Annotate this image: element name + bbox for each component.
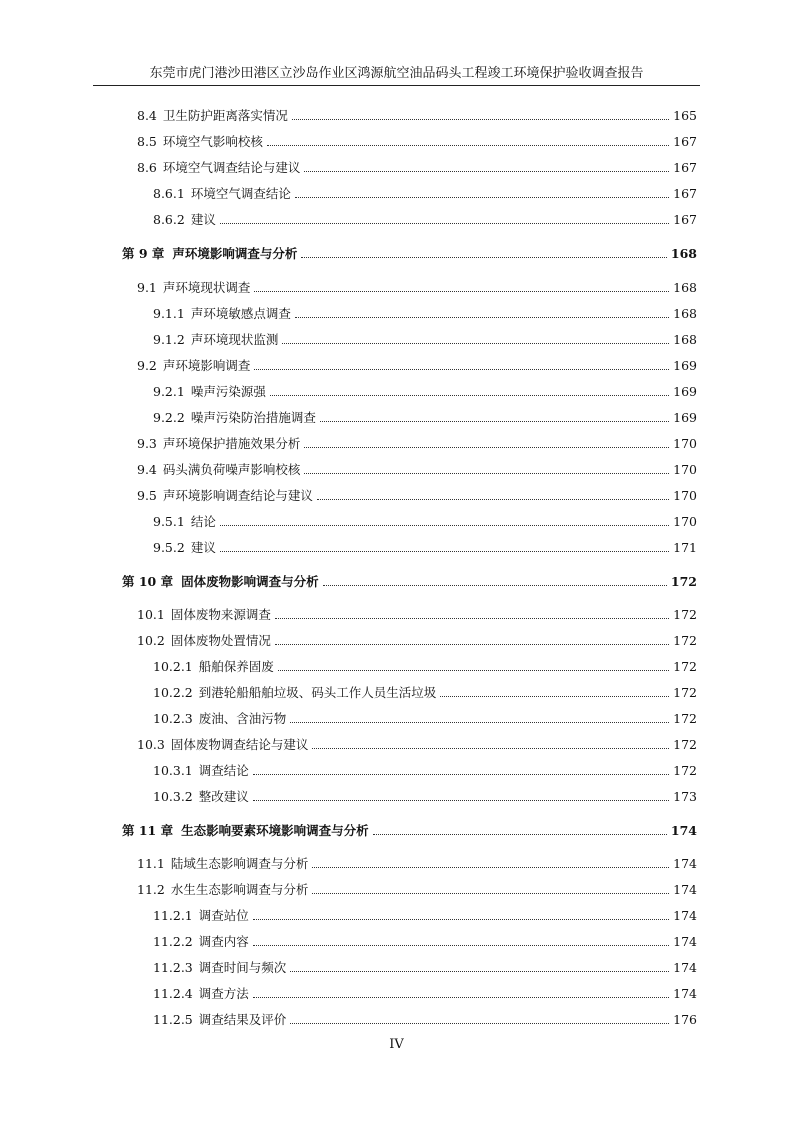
- toc-entry[interactable]: [153, 957, 697, 977]
- toc-entry[interactable]: [137, 433, 697, 453]
- page-number: IV: [389, 1037, 404, 1052]
- toc-entry-number: 8.6.2: [153, 212, 185, 227]
- toc-dot-leader: [440, 696, 669, 697]
- toc-entry-page: 167: [673, 160, 697, 175]
- toc-dot-leader: [304, 171, 669, 172]
- toc-dot-leader: [290, 1023, 669, 1024]
- toc-entry-page: 172: [673, 633, 697, 648]
- toc-entry-page: 168: [670, 246, 697, 261]
- toc-dot-leader: [320, 421, 669, 422]
- toc-entry-title: 调查结论: [198, 763, 249, 778]
- toc-chapter-entry[interactable]: [122, 820, 697, 840]
- toc-entry-number: 10.3: [137, 737, 165, 752]
- toc-entry-page: 172: [670, 574, 697, 589]
- toc-dot-leader: [295, 317, 669, 318]
- toc-entry-page: 169: [673, 410, 697, 425]
- toc-dot-leader: [304, 447, 669, 448]
- toc-entry-number: 9.5.2: [153, 540, 185, 555]
- toc-entry-number: 8.5: [137, 134, 157, 149]
- toc-entry[interactable]: [137, 459, 697, 479]
- toc-entry[interactable]: [153, 407, 697, 427]
- toc-entry-number: 9.5.1: [153, 514, 185, 529]
- toc-entry-title: 结论: [190, 514, 216, 529]
- toc-entry-number: 10.2: [137, 633, 165, 648]
- toc-entry-page: 170: [673, 514, 697, 529]
- toc-entry-page: 169: [673, 358, 697, 373]
- toc-entry[interactable]: [153, 983, 697, 1003]
- toc-entry-title: 调查时间与频次: [198, 960, 287, 975]
- toc-entry-number: 第 10 章: [122, 574, 174, 589]
- toc-dot-leader: [254, 291, 669, 292]
- toc-entry-page: 167: [673, 134, 697, 149]
- toc-entry[interactable]: [153, 183, 697, 203]
- toc-entry-number: 10.3.2: [153, 789, 193, 804]
- toc-entry[interactable]: [153, 303, 697, 323]
- toc-entry-number: 9.1.2: [153, 332, 185, 347]
- toc-entry[interactable]: [153, 656, 697, 676]
- toc-entry-title: 调查站位: [198, 908, 249, 923]
- toc-entry-page: 168: [673, 306, 697, 321]
- toc-entry-number: 9.4: [137, 462, 157, 477]
- toc-entry-page: 167: [673, 186, 697, 201]
- toc-entry-title: 声环境现状调查: [162, 280, 251, 295]
- toc-entry-page: 176: [673, 1012, 697, 1027]
- toc-dot-leader: [312, 893, 669, 894]
- toc-entry-page: 168: [673, 332, 697, 347]
- toc-entry-title: 环境空气调查结论: [190, 186, 291, 201]
- toc-entry-title: 环境空气影响校核: [162, 134, 263, 149]
- toc-entry-number: 11.2.2: [153, 934, 193, 949]
- toc-entry[interactable]: [137, 157, 697, 177]
- toc-entry-number: 11.2.5: [153, 1012, 193, 1027]
- toc-entry-title: 调查内容: [198, 934, 249, 949]
- toc-chapter-entry[interactable]: [122, 571, 697, 591]
- toc-entry-number: 11.2: [137, 882, 165, 897]
- toc-entry[interactable]: [137, 131, 697, 151]
- toc-entry-page: 169: [673, 384, 697, 399]
- toc-entry[interactable]: [153, 537, 697, 557]
- toc-entry-page: 172: [673, 607, 697, 622]
- toc-dot-leader: [312, 867, 669, 868]
- toc-entry-title: 固体废物来源调查: [170, 607, 271, 622]
- toc-entry-page: 174: [673, 960, 697, 975]
- toc-entry-number: 9.2.2: [153, 410, 185, 425]
- toc-dot-leader: [220, 223, 669, 224]
- toc-entry[interactable]: [137, 277, 697, 297]
- toc-entry[interactable]: [137, 485, 697, 505]
- toc-entry-page: 167: [673, 212, 697, 227]
- toc-dot-leader: [275, 644, 669, 645]
- toc-entry-page: 171: [673, 540, 697, 555]
- toc-entry[interactable]: [153, 511, 697, 531]
- toc-entry-title: 陆域生态影响调查与分析: [170, 856, 309, 871]
- toc-dot-leader: [373, 834, 667, 835]
- toc-entry-title: 声环境影响调查结论与建议: [162, 488, 313, 503]
- toc-entry-page: 172: [673, 737, 697, 752]
- toc-entry-number: 11.2.3: [153, 960, 193, 975]
- toc-chapter-entry[interactable]: [122, 243, 697, 263]
- toc-entry-page: 174: [670, 823, 697, 838]
- toc-entry-number: 10.2.3: [153, 711, 193, 726]
- toc-entry-number: 9.3: [137, 436, 157, 451]
- toc-entry-page: 174: [673, 908, 697, 923]
- toc-dot-leader: [270, 395, 669, 396]
- toc-entry-number: 9.1: [137, 280, 157, 295]
- toc-entry-title: 到港轮船船舶垃圾、码头工作人员生活垃圾: [198, 685, 437, 700]
- toc-entry-number: 9.2.1: [153, 384, 185, 399]
- toc-entry-page: 170: [673, 436, 697, 451]
- page-header: 东莞市虎门港沙田港区立沙岛作业区鸿源航空油品码头工程竣工环境保护验收调查报告: [93, 63, 700, 86]
- toc-entry-page: 173: [673, 789, 697, 804]
- toc-entry-number: 8.6.1: [153, 186, 185, 201]
- toc-entry-title: 调查方法: [198, 986, 249, 1001]
- toc-dot-leader: [254, 369, 669, 370]
- toc-entry-title: 水生生态影响调查与分析: [170, 882, 309, 897]
- toc-entry-number: 10.3.1: [153, 763, 193, 778]
- toc-entry[interactable]: [153, 329, 697, 349]
- toc-entry-number: 8.6: [137, 160, 157, 175]
- toc-dot-leader: [253, 945, 669, 946]
- toc-entry-number: 10.1: [137, 607, 165, 622]
- toc-entry[interactable]: [153, 682, 697, 702]
- toc-entry-title: 声环境影响调查: [162, 358, 251, 373]
- toc-entry-title: 调查结果及评价: [198, 1012, 287, 1027]
- toc-entry-number: 11.1: [137, 856, 165, 871]
- toc-entry-page: 172: [673, 711, 697, 726]
- toc-entry-page: 174: [673, 986, 697, 1001]
- toc-entry-number: 11.2.4: [153, 986, 193, 1001]
- toc-entry-title: 整改建议: [198, 789, 249, 804]
- toc-entry[interactable]: [153, 209, 697, 229]
- toc-entry[interactable]: [137, 630, 697, 650]
- toc-entry[interactable]: [153, 1009, 697, 1029]
- toc-dot-leader: [278, 670, 669, 671]
- toc-entry-title: 声环境现状监测: [190, 332, 279, 347]
- toc-entry-page: 165: [673, 108, 697, 123]
- toc-entry-title: 声环境保护措施效果分析: [162, 436, 301, 451]
- toc-entry-title: 固体废物影响调查与分析: [181, 574, 319, 589]
- toc-entry-page: 172: [673, 685, 697, 700]
- toc-entry-title: 噪声污染防治措施调查: [190, 410, 316, 425]
- toc-dot-leader: [312, 748, 669, 749]
- toc-entry-page: 174: [673, 856, 697, 871]
- toc-entry[interactable]: [153, 381, 697, 401]
- toc-entry-title: 卫生防护距离落实情况: [162, 108, 288, 123]
- toc-entry-title: 固体废物调查结论与建议: [170, 737, 309, 752]
- toc-entry-number: 10.2.1: [153, 659, 193, 674]
- toc-entry-title: 噪声污染源强: [190, 384, 266, 399]
- toc-dot-leader: [253, 919, 669, 920]
- toc-entry-title: 固体废物处置情况: [170, 633, 271, 648]
- toc-dot-leader: [282, 343, 669, 344]
- toc-entry[interactable]: [137, 853, 697, 873]
- toc-entry-page: 172: [673, 763, 697, 778]
- toc-dot-leader: [253, 997, 669, 998]
- toc-dot-leader: [275, 618, 669, 619]
- toc-dot-leader: [290, 971, 669, 972]
- toc-entry[interactable]: [137, 105, 697, 125]
- toc-dot-leader: [292, 119, 669, 120]
- toc-dot-leader: [253, 774, 669, 775]
- toc-entry-number: 10.2.2: [153, 685, 193, 700]
- toc-entry[interactable]: [137, 604, 697, 624]
- toc-dot-leader: [267, 145, 669, 146]
- toc-dot-leader: [301, 257, 666, 258]
- toc-entry-page: 170: [673, 488, 697, 503]
- toc-dot-leader: [304, 473, 669, 474]
- toc-entry-page: 174: [673, 882, 697, 897]
- toc-entry[interactable]: [153, 760, 697, 780]
- toc-entry-title: 环境空气调查结论与建议: [162, 160, 301, 175]
- toc-entry[interactable]: [137, 734, 697, 754]
- toc-entry-title: 废油、含油污物: [198, 711, 287, 726]
- toc-entry-title: 声环境影响调查与分析: [172, 246, 298, 261]
- toc-dot-leader: [323, 585, 667, 586]
- toc-entry-title: 建议: [190, 212, 216, 227]
- toc-entry-number: 第 9 章: [122, 246, 165, 261]
- toc-entry-number: 第 11 章: [122, 823, 174, 838]
- toc-entry-number: 9.5: [137, 488, 157, 503]
- toc-entry-page: 170: [673, 462, 697, 477]
- toc-entry[interactable]: [153, 708, 697, 728]
- toc-dot-leader: [220, 551, 669, 552]
- toc-entry-title: 码头满负荷噪声影响校核: [162, 462, 301, 477]
- toc-dot-leader: [290, 722, 669, 723]
- toc-entry-title: 生态影响要素环境影响调查与分析: [181, 823, 369, 838]
- toc-entry-title: 船舶保养固废: [198, 659, 274, 674]
- toc-entry[interactable]: [137, 355, 697, 375]
- toc-entry-title: 建议: [190, 540, 216, 555]
- toc-entry[interactable]: [153, 786, 697, 806]
- toc-entry-page: 174: [673, 934, 697, 949]
- toc-entry-number: 11.2.1: [153, 908, 193, 923]
- toc-entry[interactable]: [153, 931, 697, 951]
- toc-dot-leader: [295, 197, 669, 198]
- toc-entry-page: 168: [673, 280, 697, 295]
- toc-dot-leader: [253, 800, 669, 801]
- toc-entry[interactable]: [153, 905, 697, 925]
- toc-dot-leader: [220, 525, 669, 526]
- toc-entry-title: 声环境敏感点调查: [190, 306, 291, 321]
- toc-entry-number: 9.2: [137, 358, 157, 373]
- toc-entry[interactable]: [137, 879, 697, 899]
- toc-entry-number: 9.1.1: [153, 306, 185, 321]
- toc-entry-number: 8.4: [137, 108, 157, 123]
- toc-entry-page: 172: [673, 659, 697, 674]
- toc-dot-leader: [317, 499, 669, 500]
